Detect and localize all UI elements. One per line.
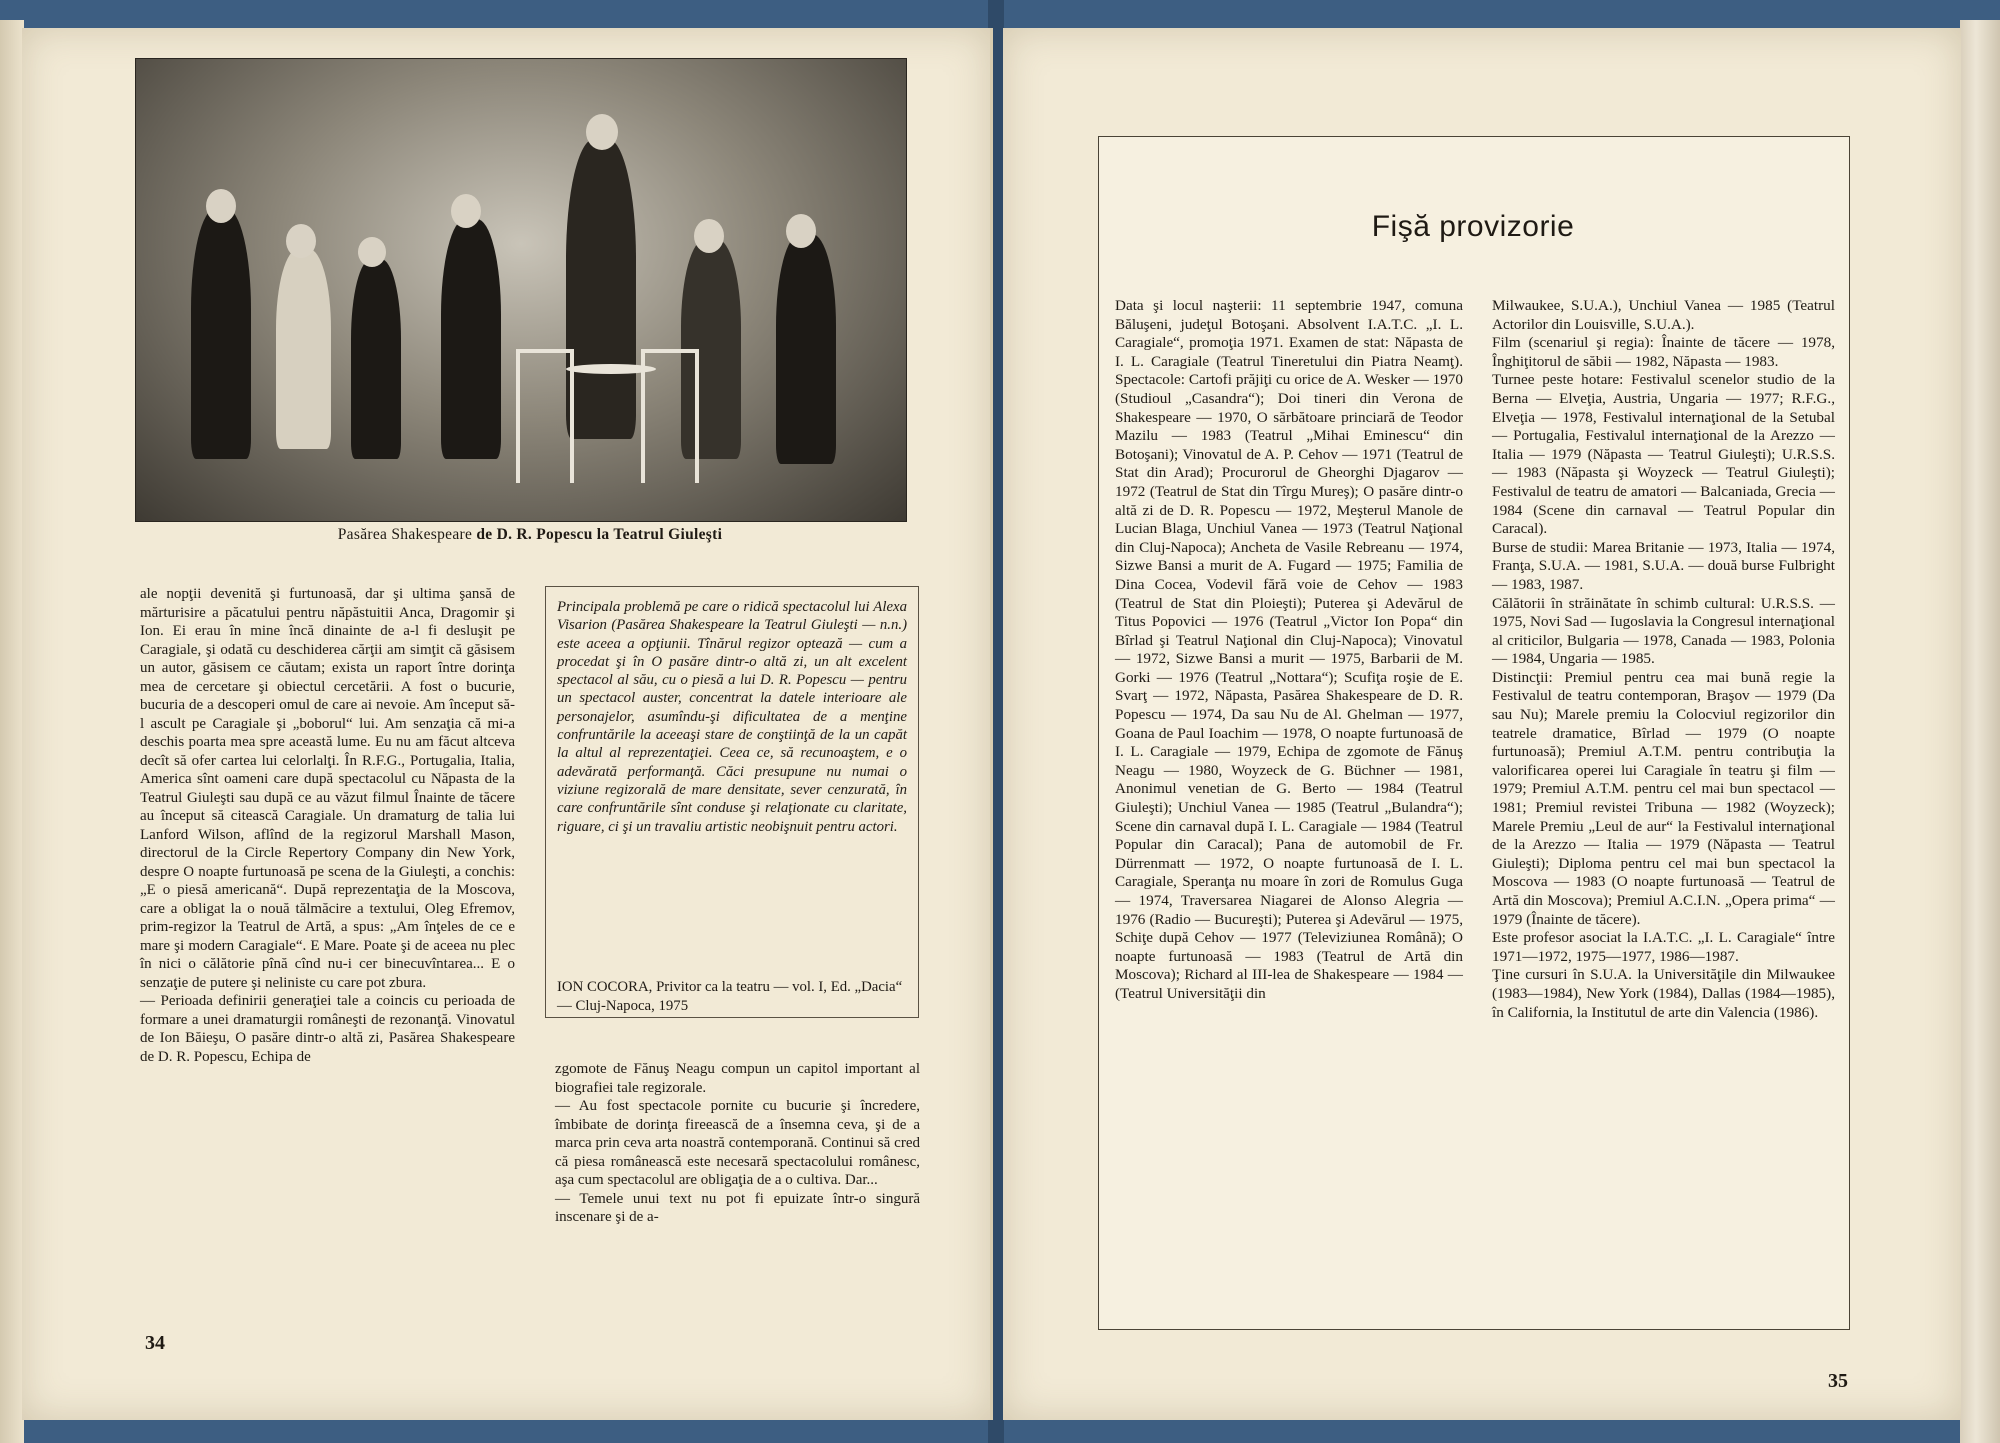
stage-photo	[135, 58, 907, 522]
bio-column-1: Data şi locul naşterii: 11 septembrie 1947, comuna Băluşeni, judeţul Botoşani. Absolvent I.A.T.C. „I. L. Caragiale“, promoţia 1971. Examen de stat: Năpasta de I. L. Caragiale (Teatrul Tineretului din Piatra Neamţ). Spectacole: Cartofi prăjiţi cu orice de A. Wesker — 1970 (Studioul „Casandra“); Doi tineri din Verona de Shakespeare — 1970, O sărbătoare princiară de Teodor Mazilu — 1983 (Teatrul „Mihai Eminescu“ din Botoşani); Vinovatul de A. P. Cehov — 1971 (Teatrul de Stat din Arad); Procurorul de Gheorghi Djagarov — 1972 (Teatrul de Stat din Tîrgu Mureş); O pasăre dintr-o altă zi de D. R. Popescu — 1972, Meşterul Manole de Lucian Blaga, Unchiul Vanea — 1973 (Teatrul Naţional din Cluj-Napoca); Ancheta de Vasile Rebreanu — 1974, Sizwe Bansi a murit de A. Fugard — 1975; Familia de Dina Cocea, Vodevil fără voie de Cehov — 1983 (Teatrul de Stat din Ploieşti); Puterea şi Adevărul de Titus Popovici — 1976 (Teatrul „Victor Ion Popa“ din Bîrlad şi Teatrul Naţional din Cluj-Napoca); Vinovatul — 1972, Sizwe Bansi a murit — 1975, Barbarii de M. Gorki — 1976 (Teatrul „Nottara“); Scufiţa roşie de E. Svarţ — 1972, Năpasta, Pasărea Shakespeare de D. R. Popescu — 1974, Da sau Nu de Al. Ghelman — 1977, Goana de Paul Ioachim — 1978, O noapte furtunoasă de I. L. Caragiale — 1979, Echipa de zgomote de Fănuş Neagu — 1980, Woyzeck de G. Büchner — 1981, Anonimul venetian de G. Berto — 1984 (Teatrul Giuleşti); Unchiul Vanea — 1985 (Teatrul „Bulandra“); Scene din carnaval după I. L. Caragiale — 1984 (Teatrul Popular din Caracal); Pana de automobil de Fr. Dürrenmatt — 1972, O noapte furtunoasă de I. L. Caragiale, Speranţa nu moare în zori de Romulus Guga — 1974, Traversarea Niagarei de Alonso Alegria — 1976 (Radio — Bucureşti); Puterea şi Adevărul — 1975, Schiţe după Cehov — 1977 (Televiziunea Română); O noapte furtunoasă — 1983 (Teatrul de Artă din Moscova); Richard al III-lea de Shakespeare — 1984 — (Teatrul Universităţii din	[1115, 297, 1463, 1002]
book-edge-right	[1960, 20, 2000, 1443]
interview-column-1: ale nopţii devenită şi furtunoasă, dar şi ultima şansă de mărturisire a păcatului pentru năpăstuitii Anca, Dragomir şi Ion. Ei erau în mine încă dinainte de a-l fi desluşit pe Caragiale, şi odată cu deschiderea cărţii am simţit că găsisem un autor, găsisem ce căutam; exista un raport între dorinţa mea de cercetare şi obiectul cercetării. A fost o bucurie, bucuria de a descoperi omul de care ai nevoie. Am început să-l ascult pe Caragiale şi „boborul“ lui. Am senzaţia că mi-a deschis poarta mea spre această lume. Eu nu am făcut altceva decît să ofer cartea lui celorlalţi. În R.F.G., Portugalia, Italia, America sînt oameni care după spectacolul cu Năpasta de la Teatrul Giuleşti sau după ce au văzut filmul Înainte de tăcere au început să citească Caragiale. Un dramaturg de talia lui Lanford Wilson, aflînd de la regizorul Marshall Mason, directorul de la Circle Repertory Company din New York, despre O noapte furtunoasă pe scena de la Giuleşti, a conchis: „E o piesă americană“. După reprezentaţia de la Moscova, care a obligat la o nouă tălmăcire a textului, Oleg Efremov, prim-regizor la Teatrul de Artă, a spus: „Am înţeles de ce e mare şi modern Caragiale“. E Mare. Poate şi de aceea nu plec în nici o călătorie pînă cînd nu-i cer binecuvîntarea... E o senzaţie de putere şi neliniste cu care pot zbura. — Perioada definirii generaţiei tale a coincis cu perioada de formare a unei dramaturgii româneşti de rezonanţă. Vinovatul de Ion Băieşu, O pasăre dintr-o altă zi, Pasărea Shakespeare de D. R. Popescu, Echipa de	[140, 586, 515, 1065]
book-edge-left	[0, 20, 24, 1443]
quote-source: ION COCORA, Privitor ca la teatru — vol. I, Ed. „Dacia“ — Cluj-Napoca, 1975	[557, 979, 903, 1014]
interview-column-2: zgomote de Fănuş Neagu compun un capitol important al biografiei tale regizorale. — Au fost spectacole pornite cu bucurie şi încredere, îmbibate de dorinţa fireească de a însemna ceva, şi de a marca prin ceva arta noastră contemporană. Continui să cred că piesa românească este necesară spectacolului românesc, aşa cum spectacolul are obligaţia de a o cultiva. Dar... — Temele unui text nu pot fi epuizate într-o singură inscenare şi de a-	[555, 1061, 920, 1225]
page-number-right: 35	[1828, 1370, 1848, 1392]
bio-column-2: Milwaukee, S.U.A.), Unchiul Vanea — 1985 (Teatrul Actorilor din Louisville, S.U.A.). Film (scenariul şi regia): Înainte de tăcere — 1978, Înghiţitorul de săbii — 1982, Năpasta — 1983. Turnee peste hotare: Festivalul scenelor studio de la Berna — Elveţia, Austria, Ungaria — 1977; R.F.G., Elveţia — 1978, Festivalul internaţional de la Setubal — Portugalia, Festivalul internaţional de la Arezzo — Italia — 1979 (Năpasta — Teatrul Giuleşti); U.R.S.S. — 1983 (Năpasta şi Woyzeck — Teatrul Giuleşti); Festivalul de teatru de amatori — Balcaniada, Grecia — 1984 (Scene din carnaval — Teatrul Popular din Caracal). Burse de studii: Marea Britanie — 1973, Italia — 1974, Franţa, S.U.A. — 1981, S.U.A. — două burse Fulbright — 1983, 1987. Călătorii în străinătate în schimb cultural: U.R.S.S. — 1975, Novi Sad — Iugoslavia la Congresul internaţional al criticilor, Bulgaria — 1978, Canada — 1983, Polonia — 1984, Ungaria — 1985. Distincţii: Premiul pentru cea mai bună regie la Festivalul de teatru contemporan, Braşov — 1979 (Da sau Nu); Marele premiu la Colocviul regizorilor din teatrele dramatice, Bîrlad — 1979 (O noapte furtunoasă); Premiul A.T.M. pentru contribuţia la valorificarea operei lui Caragiale în teatru şi film — 1979; Premiul A.T.M. pentru cel mai bun spectacol — 1981; Premiul revistei Tribuna — 1982 (Woyzeck); Marele Premiu „Leul de aur“ la Festivalul internaţional de la Arezzo — Italia — 1979 (Năpasta — Teatrul Giuleşti); Diploma pentru cel mai bun spectacol la Moscova — 1983 (O noapte furtunoasă — Teatrul de Artă din Moscova); Premiul A.C.I.N. „Opera prima“ — 1979 (Înainte de tăcere). Este profesor asociat la I.A.T.C. „I. L. Caragiale“ între 1971—1972, 1975—1977, 1986—1987. Ţine cursuri în S.U.A. la Universităţile din Milwaukee (1983—1984), New York (1984), Dallas (1984—1985), în California, la Institutul de arte din Valencia (1986).	[1492, 297, 1835, 1021]
bio-title: Fişă provizorie	[1371, 210, 1575, 243]
caption-bold-text: de D. R. Popescu la Teatrul Giuleşti	[476, 526, 723, 543]
page-number-left: 34	[145, 1332, 165, 1354]
caption-text: Pasărea Shakespeare	[337, 526, 477, 543]
photo-caption	[270, 526, 790, 544]
quote-text: Principala problemă pe care o ridică spectacolul lui Alexa Visarion (Pasărea Shakespeare la Teatrul Giuleşti — n.n.) este aceea a opţiunii. Tînărul regizor optează — cum a procedat şi în O pasăre dintr-o altă zi, un alt excelent spectacol al său, cu o piesă a lui D. R. Popescu — pentru un spectacol auster, concentrat la datele interioare ale personajelor, asumîndu-şi dificultatea de a menţine confruntările la aceeaşi stare de conştiinţă de la un capăt la altul al reprezentaţiei. Ceea ce, să recunoaştem, e o adevărată performanţă. Căci presupune nu numai o viziune regizorală de mare densitate, sever cenzurată, în care confruntările sînt conduse şi relaţionate cu claritate, riguare, ci şi un travaliu artistic neobişnuit pentru actori.	[557, 599, 907, 835]
